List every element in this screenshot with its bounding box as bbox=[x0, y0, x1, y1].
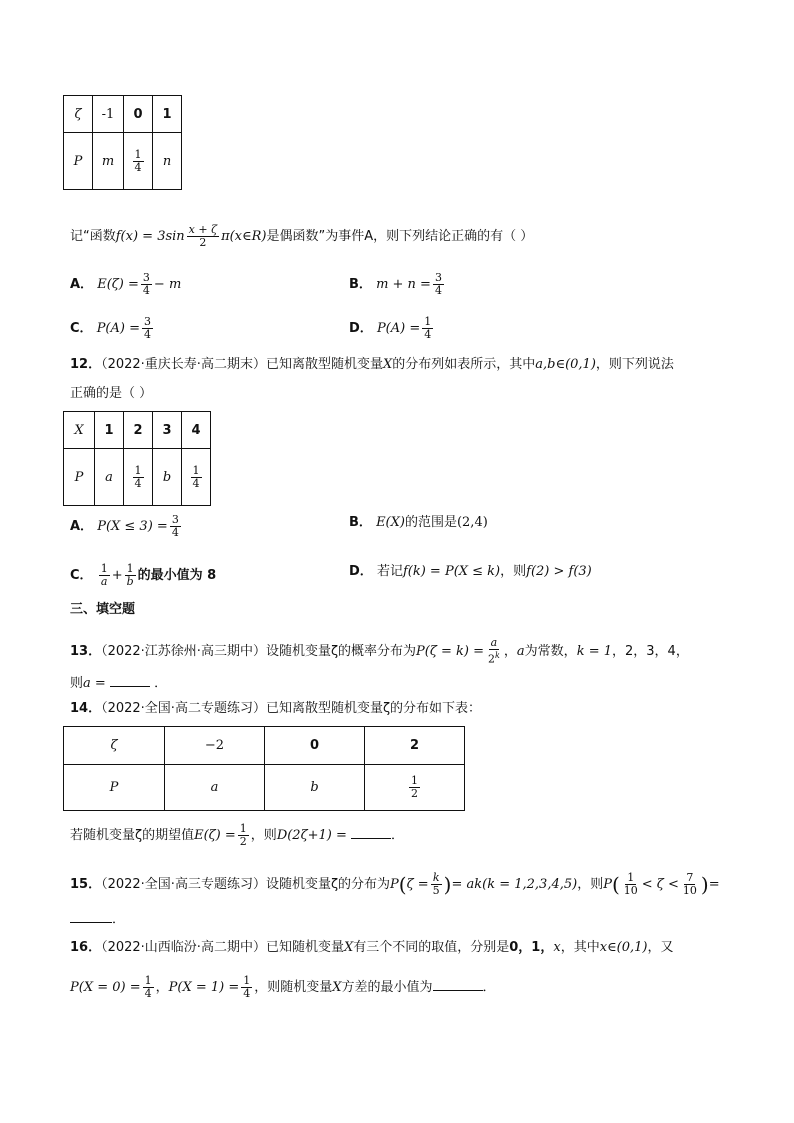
math: a,b∈(0,1) bbox=[535, 357, 596, 372]
math: − m bbox=[153, 277, 182, 292]
text: 的最小值为 8 bbox=[137, 568, 217, 583]
table2-cell bbox=[124, 449, 153, 506]
text: 0，1， bbox=[509, 940, 554, 955]
math: P(X = 1) = bbox=[168, 980, 240, 995]
question-number: 15． bbox=[70, 877, 102, 892]
question-source: （2022·全国·高三专题练习） bbox=[101, 877, 266, 892]
paren: ) bbox=[700, 872, 709, 897]
frac-den: 4 bbox=[134, 476, 142, 490]
table1-cell: -1 bbox=[93, 96, 124, 133]
q11-option-d bbox=[349, 316, 435, 341]
paren: ( bbox=[398, 872, 407, 897]
text: ，则随机变量 bbox=[254, 980, 333, 995]
text: ， bbox=[503, 643, 517, 659]
frac-den: 2 bbox=[239, 835, 247, 848]
table2-cell: a bbox=[95, 449, 124, 506]
question-source: （2022·江苏徐州·高三期中） bbox=[101, 643, 266, 659]
q12-stem bbox=[70, 356, 674, 374]
math: f(k) = P(X ≤ k) bbox=[402, 564, 501, 579]
q11-option-b bbox=[349, 272, 446, 297]
answer-blank[interactable] bbox=[351, 838, 391, 839]
table2-header-x: X bbox=[64, 412, 95, 449]
text: ，则 bbox=[577, 877, 604, 892]
frac-den: 10 bbox=[682, 884, 697, 897]
q14-answer-line bbox=[70, 823, 404, 848]
math: P(A) = bbox=[96, 321, 140, 336]
text: ． bbox=[391, 828, 405, 843]
distribution-table-3 bbox=[63, 726, 465, 811]
math: a = bbox=[83, 676, 106, 691]
frac-den: b bbox=[126, 575, 134, 588]
math: = bbox=[708, 877, 720, 892]
q13-stem bbox=[70, 637, 689, 666]
text: 的分布列如表所示，其中 bbox=[392, 357, 536, 372]
question-source: （2022·全国·高二专题练习） bbox=[101, 701, 266, 716]
math: D(2ζ+1) = bbox=[276, 828, 347, 843]
text: ，则 bbox=[250, 828, 277, 843]
math: f(x) = 3sin bbox=[115, 229, 185, 244]
math: P(ζ = k) = bbox=[416, 643, 485, 659]
frac-den: 4 bbox=[434, 284, 442, 297]
option-label: B． bbox=[349, 277, 372, 292]
frac-den: 4 bbox=[424, 328, 432, 341]
frac-num: 3 bbox=[171, 513, 179, 526]
frac-num: 3 bbox=[144, 315, 151, 328]
frac-num: 1 bbox=[424, 315, 432, 328]
math: x bbox=[553, 940, 561, 955]
q12-option-d bbox=[349, 563, 592, 581]
question-number: 13． bbox=[70, 643, 102, 659]
table2-cell: 4 bbox=[182, 412, 211, 449]
text: 已知离散型随机变量 bbox=[265, 357, 383, 372]
math: x∈(0,1) bbox=[599, 940, 648, 955]
table3-cell: a bbox=[165, 765, 265, 811]
frac-num: 1 bbox=[100, 562, 108, 575]
superscript: k bbox=[495, 651, 500, 660]
text: 方差的最小值为 bbox=[341, 980, 433, 995]
q15-stem: 15．（2022·全国·高三专题练习）设随机变量ζ的分布为P(ζ = $\frac{k}{5}$ )= ak(k = 1,2,3,4,5)，则P( $\frac{1}{10}$ < ζ < $\frac{7}{10}$ )= bbox=[70, 871, 720, 897]
table1-cell bbox=[124, 133, 153, 190]
q12-option-b bbox=[349, 514, 488, 532]
text: ， bbox=[155, 980, 169, 995]
frac-num: k bbox=[432, 871, 440, 884]
frac-den: 4 bbox=[171, 526, 179, 539]
table2-cell bbox=[182, 449, 211, 506]
q15-answer-line bbox=[70, 911, 125, 929]
math: X bbox=[343, 940, 354, 955]
table3-cell: b bbox=[265, 765, 365, 811]
option-label: C． bbox=[70, 321, 93, 336]
text: 有三个不同的取值，分别是 bbox=[353, 940, 510, 955]
option-label: B． bbox=[349, 515, 372, 530]
frac-den: 2 bbox=[411, 787, 418, 800]
text: 已知随机变量 bbox=[265, 940, 344, 955]
text: ，2，3，4， bbox=[612, 643, 689, 659]
text: 记“函数 bbox=[70, 229, 116, 244]
table2-cell: 3 bbox=[153, 412, 182, 449]
math: m + n = bbox=[376, 277, 431, 292]
math: E(X) bbox=[376, 515, 405, 530]
q14-stem bbox=[70, 700, 481, 718]
option-label: D． bbox=[349, 564, 373, 579]
q11-option-a bbox=[70, 272, 181, 297]
question-number: 14． bbox=[70, 701, 102, 716]
table1-cell: 1 bbox=[153, 96, 182, 133]
question-number: 16． bbox=[70, 940, 102, 955]
frac-den: 4 bbox=[192, 476, 200, 490]
text: 设随机变量ζ的分布为 bbox=[265, 877, 391, 892]
q16-stem bbox=[70, 939, 674, 957]
frac-num: 1 bbox=[192, 463, 200, 477]
q11-stem bbox=[70, 224, 533, 249]
math: X bbox=[382, 357, 393, 372]
text: ． bbox=[112, 912, 126, 927]
frac-den: 4 bbox=[134, 160, 142, 174]
frac-num: 1 bbox=[627, 871, 635, 884]
math: a bbox=[516, 643, 525, 659]
answer-blank[interactable] bbox=[433, 990, 483, 991]
frac-den: 5 bbox=[432, 884, 440, 897]
section-heading: 三、填空题 bbox=[70, 602, 136, 617]
frac-den: 4 bbox=[144, 328, 151, 341]
frac-num: 1 bbox=[243, 974, 251, 987]
question-source: （2022·重庆长寿·高二期末） bbox=[101, 357, 266, 372]
table2-p-label: P bbox=[64, 449, 95, 506]
table1-cell: m bbox=[93, 133, 124, 190]
table1-header-zeta: ζ bbox=[64, 96, 93, 133]
option-label: C． bbox=[70, 568, 93, 583]
frac-num: 1 bbox=[134, 147, 142, 161]
math: + bbox=[111, 568, 123, 583]
math: P(A) = bbox=[376, 321, 421, 336]
frac-num: 3 bbox=[142, 271, 150, 284]
text: 设随机变量ζ的概率分布为 bbox=[265, 643, 417, 659]
table3-p-label: P bbox=[64, 765, 165, 811]
q12-stem-line2: 正确的是（ ） bbox=[70, 386, 153, 401]
q12-option-c bbox=[70, 563, 216, 588]
math: π(x∈R) bbox=[221, 229, 267, 244]
table2-cell: 1 bbox=[95, 412, 124, 449]
distribution-table-1 bbox=[63, 95, 182, 190]
text: ，又 bbox=[647, 940, 674, 955]
table2-cell: b bbox=[153, 449, 182, 506]
frac-den: 10 bbox=[623, 884, 638, 897]
q13-answer-line bbox=[70, 675, 167, 693]
math: P bbox=[390, 877, 399, 892]
option-label: A． bbox=[70, 277, 94, 292]
text: ． bbox=[154, 676, 168, 691]
text: 的范围是 bbox=[404, 515, 457, 530]
option-label: A． bbox=[70, 519, 94, 534]
text: 若随机变量ζ的期望值 bbox=[70, 828, 195, 843]
frac-den: a bbox=[100, 575, 108, 588]
table3-cell: 0 bbox=[265, 727, 365, 765]
frac-num: 3 bbox=[434, 271, 442, 284]
math: (2,4) bbox=[456, 515, 488, 530]
text: ，其中 bbox=[560, 940, 600, 955]
frac-num: 1 bbox=[411, 774, 418, 787]
q12-option-a bbox=[70, 514, 183, 539]
frac-den: 2 bbox=[199, 236, 207, 249]
text: 是偶函数”为事件A，则下列结论正确的有（ ） bbox=[266, 229, 534, 244]
table2-cell: 2 bbox=[124, 412, 153, 449]
frac-num: 7 bbox=[686, 871, 694, 884]
answer-blank[interactable] bbox=[110, 686, 150, 687]
frac-num: 1 bbox=[126, 562, 134, 575]
table3-cell: −2 bbox=[165, 727, 265, 765]
frac-num: 1 bbox=[144, 974, 152, 987]
frac-den: 4 bbox=[142, 284, 150, 297]
question-number: 12． bbox=[70, 357, 102, 372]
paren: ( bbox=[611, 872, 620, 897]
table3-cell: 2 bbox=[365, 727, 465, 765]
math: = ak(k = 1,2,3,4,5) bbox=[451, 877, 578, 892]
paren: ) bbox=[443, 872, 452, 897]
text: ，则 bbox=[500, 564, 527, 579]
table3-header-zeta: ζ bbox=[64, 727, 165, 765]
math: P(X = 0) = bbox=[70, 980, 141, 995]
math: P(X ≤ 3) = bbox=[97, 519, 168, 534]
frac-num: x + ζ bbox=[188, 223, 218, 236]
frac-den: 4 bbox=[144, 987, 152, 1000]
text: 则 bbox=[70, 676, 84, 691]
math: f(2) > f(3) bbox=[526, 564, 592, 579]
table1-p-label: P bbox=[64, 133, 93, 190]
option-label: D． bbox=[349, 321, 373, 336]
frac-num: 1 bbox=[239, 822, 247, 835]
math: ζ = bbox=[406, 877, 429, 892]
q11-option-c bbox=[70, 316, 155, 341]
answer-blank[interactable] bbox=[70, 922, 112, 923]
math: < ζ < bbox=[641, 877, 679, 892]
table3-cell bbox=[365, 765, 465, 811]
math: E(ζ) = bbox=[97, 277, 139, 292]
text: 已知离散型随机变量ζ的分布如下表： bbox=[265, 701, 482, 716]
question-source: （2022·山西临汾·高二期中） bbox=[101, 940, 266, 955]
q16-line2 bbox=[70, 975, 496, 1000]
table1-cell: 0 bbox=[124, 96, 153, 133]
text: 为常数， bbox=[524, 643, 577, 659]
distribution-table-2 bbox=[63, 411, 211, 506]
text: ． bbox=[482, 980, 496, 995]
math: E(ζ) = bbox=[194, 828, 236, 843]
text: 若记 bbox=[376, 564, 403, 579]
frac-num: a bbox=[490, 636, 498, 649]
text: ，则下列说法 bbox=[595, 357, 674, 372]
math: k = 1 bbox=[576, 643, 612, 659]
frac-den: 2 bbox=[488, 652, 496, 666]
math: X bbox=[332, 980, 342, 995]
table1-cell: n bbox=[153, 133, 182, 190]
frac-num: 1 bbox=[134, 463, 142, 477]
frac-den: 4 bbox=[243, 987, 251, 1000]
